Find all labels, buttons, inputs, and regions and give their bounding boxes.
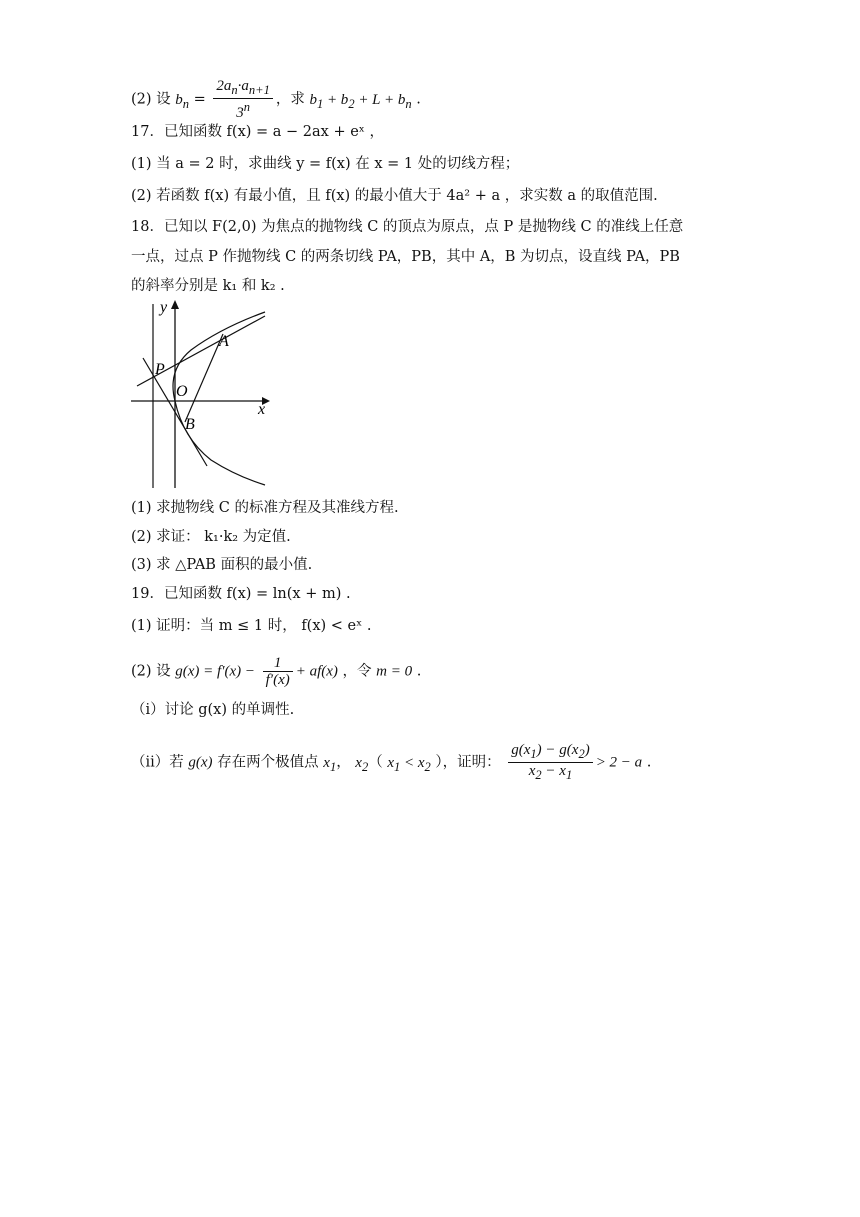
label-p: P: [155, 361, 165, 378]
parabola-figure: [131, 298, 276, 488]
line-19-2: (2) 设 g(x) = f′(x) − $\frac{1}{f'(x)}$ + af(x) ，令 m = 0 .: [131, 655, 422, 688]
line-18-c: 的斜率分别是 k₁ 和 k₂ .: [131, 278, 285, 294]
line-19: 19．已知函数 f(x) = ln(x + m) .: [131, 586, 351, 602]
label-a: A: [219, 333, 229, 350]
line-18-b: 一点，过点 P 作抛物线 C 的两条切线 PA，PB，其中 A，B 为切点，设直线 PA，PB: [131, 249, 680, 265]
line-16-2: (2) 设 $b_n$ = $\frac{2a_n\cdot a_{n+1}}{3^n}$ ，求 $b_1 + b_2 + L + b_n$ .: [131, 78, 421, 121]
chord-ab: [185, 334, 223, 422]
label-y: y: [160, 299, 168, 316]
label-b: B: [185, 416, 195, 433]
label-o: O: [176, 383, 188, 400]
line-18-2: (2) 求证： k₁·k₂ 为定值.: [131, 529, 291, 545]
label-x: x: [258, 401, 266, 418]
line-18-1: (1) 求抛物线 C 的标准方程及其准线方程.: [131, 500, 399, 516]
line-19-i: （ⅰ）讨论 g(x) 的单调性.: [131, 702, 295, 718]
y-axis-arrow: [171, 300, 179, 309]
line-19-1: (1) 证明：当 m ≤ 1 时， f(x) < eˣ .: [131, 618, 372, 634]
line-17-1: (1) 当 a = 2 时，求曲线 y = f(x) 在 x = 1 处的切线方程；: [131, 156, 520, 172]
line-17-2: (2) 若函数 f(x) 有最小值，且 f(x) 的最小值大于 4a² + a ，求实数 a 的取值范围.: [131, 188, 658, 204]
line-18-a: 18．已知以 F(2,0) 为焦点的抛物线 C 的顶点为原点，点 P 是抛物线 C 的准线上任意: [131, 219, 684, 235]
line-17: 17．已知函数 f(x) = a − 2ax + eˣ ，: [131, 124, 385, 140]
line-18-3: (3) 求 △PAB 面积的最小值.: [131, 557, 313, 573]
line-19-ii: （ⅱ）若 g(x) 存在两个极值点 $x_1$， $x_2$（ $x_1 < x_2$ ），证明： $\frac{g(x_1) - g(x_2)}{x_2 - x_1}$ > 2 − a .: [131, 742, 652, 782]
